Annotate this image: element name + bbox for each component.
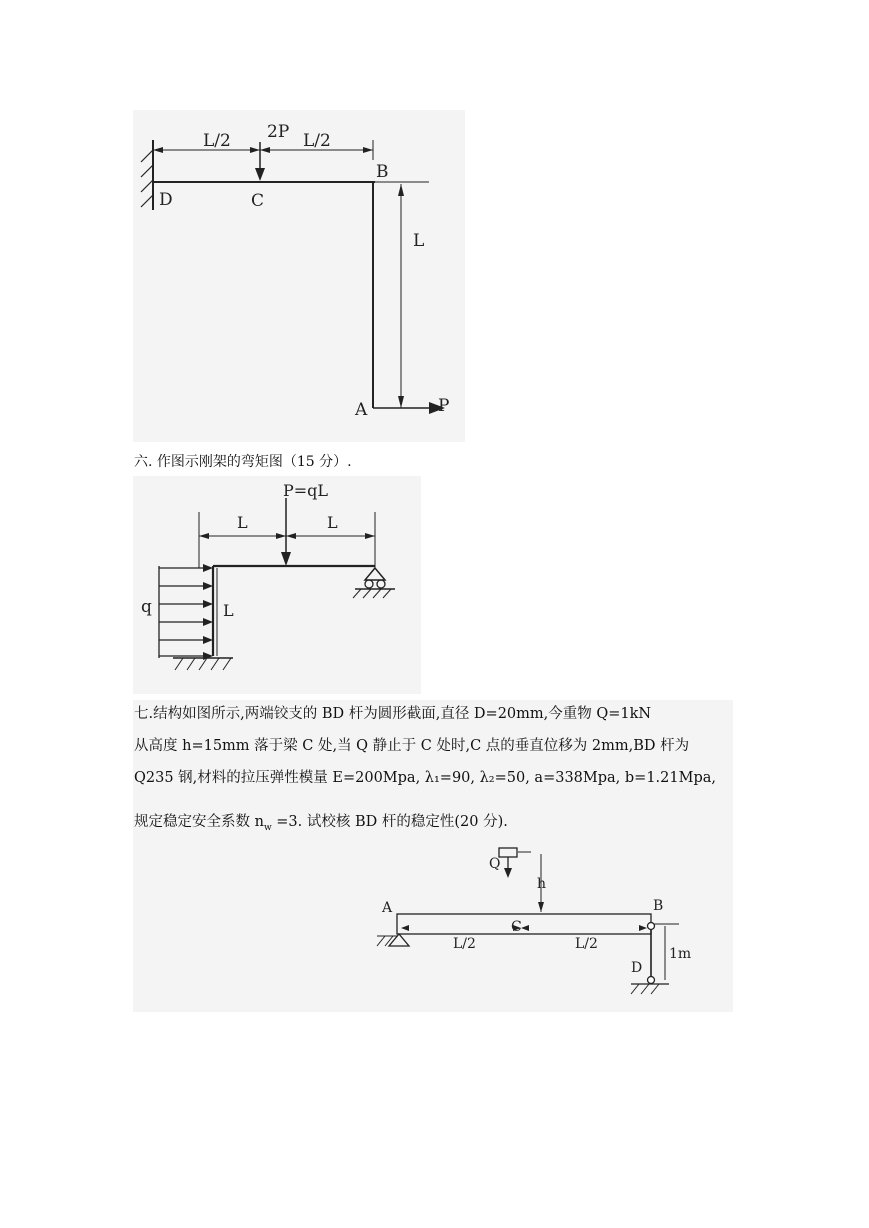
label-length-right: L [327,513,338,532]
roller-ground-hatch [353,589,391,598]
label-load-2p: 2P [267,122,290,142]
dimension-arrow-mid-right [521,925,529,931]
dimension-arrow-mid-left [250,147,260,153]
label-point-a: A [355,400,368,420]
dimension-arrow-left [153,147,163,153]
dimension-arrow-right [365,533,375,539]
label-point-d: D [159,190,173,210]
drop-height-arrowhead [538,902,544,912]
dimension-arrow-left [199,533,209,539]
label-point-b: B [376,162,389,182]
pin-joint-b [648,923,655,930]
question-6-title: 六. 作图示刚架的弯矩图（15 分）. [134,454,352,470]
support-d-hatch [631,984,659,994]
figure-1-frame [133,110,465,442]
question-7-line-1: 七.结构如图所示,两端铰支的 BD 杆为圆形截面,直径 D=20mm,今重物 Q=1kN [134,706,652,722]
question-7-line-4-prefix: 规定稳定安全系数 n [134,814,264,830]
label-point-d: D [631,960,643,976]
figure-2-frame [133,476,421,694]
roller-support-triangle [365,568,385,580]
roller-wheel-right [377,580,385,588]
figure-3-drawing [133,840,733,1012]
dimension-arrow-mid-left [276,533,286,539]
pin-joint-d [648,977,655,984]
figure-2-drawing [133,476,421,694]
label-length-l: L [413,231,425,251]
fixed-support-hatch [141,150,153,207]
label-distributed-q: q [141,597,152,617]
label-length-vertical: L [223,601,234,620]
roller-wheel-left [365,580,373,588]
load-p-arrowhead [281,552,291,566]
label-force-p: P [438,396,450,416]
label-drop-height: h [537,876,547,892]
weight-q-arrowhead [504,868,512,878]
label-point-c: C [511,919,522,935]
dimension-arrow-left [401,925,409,931]
load-2p-arrowhead [255,168,265,181]
figure-1-drawing [133,110,465,442]
label-load-p: P=qL [283,481,329,500]
dimension-arrow-right [639,925,647,931]
label-half-right: L/2 [575,936,598,952]
dimension-arrow-up [398,184,404,196]
question-7-line-3: Q235 钢,材料的拉压弹性模量 E=200Mpa, λ₁=90, λ₂=50, a=338Mpa, b=1.21Mpa, [134,770,716,786]
label-point-c: C [251,191,265,211]
dimension-arrow-mid-right [286,533,296,539]
label-half-right: L/2 [303,131,331,151]
distributed-load-arrows [159,568,209,656]
label-length-left: L [237,513,248,532]
safety-factor-subscript: w [263,822,272,833]
dimension-arrow-mid-right [260,147,270,153]
dimension-arrow-down [398,396,404,408]
label-point-b: B [653,898,664,914]
label-half-left: L/2 [453,936,476,952]
distributed-load-arrowheads [203,564,213,660]
label-weight-q: Q [489,856,501,872]
figure-3-frame [133,840,733,1012]
question-7-line-4 [134,815,734,833]
beam-ab [397,914,651,934]
label-point-a: A [382,900,393,916]
label-strut-length: 1m [669,946,692,962]
question-7-line-2: 从高度 h=15mm 落于梁 C 处,当 Q 静止于 C 处时,C 点的垂直位移为 2mm,BD 杆为 [134,738,690,754]
weight-q-block [499,848,517,857]
dimension-arrow-right [363,147,373,153]
question-7-line-4-suffix: =3. 试校核 BD 杆的稳定性(20 分). [271,814,508,830]
label-half-left: L/2 [203,131,231,151]
